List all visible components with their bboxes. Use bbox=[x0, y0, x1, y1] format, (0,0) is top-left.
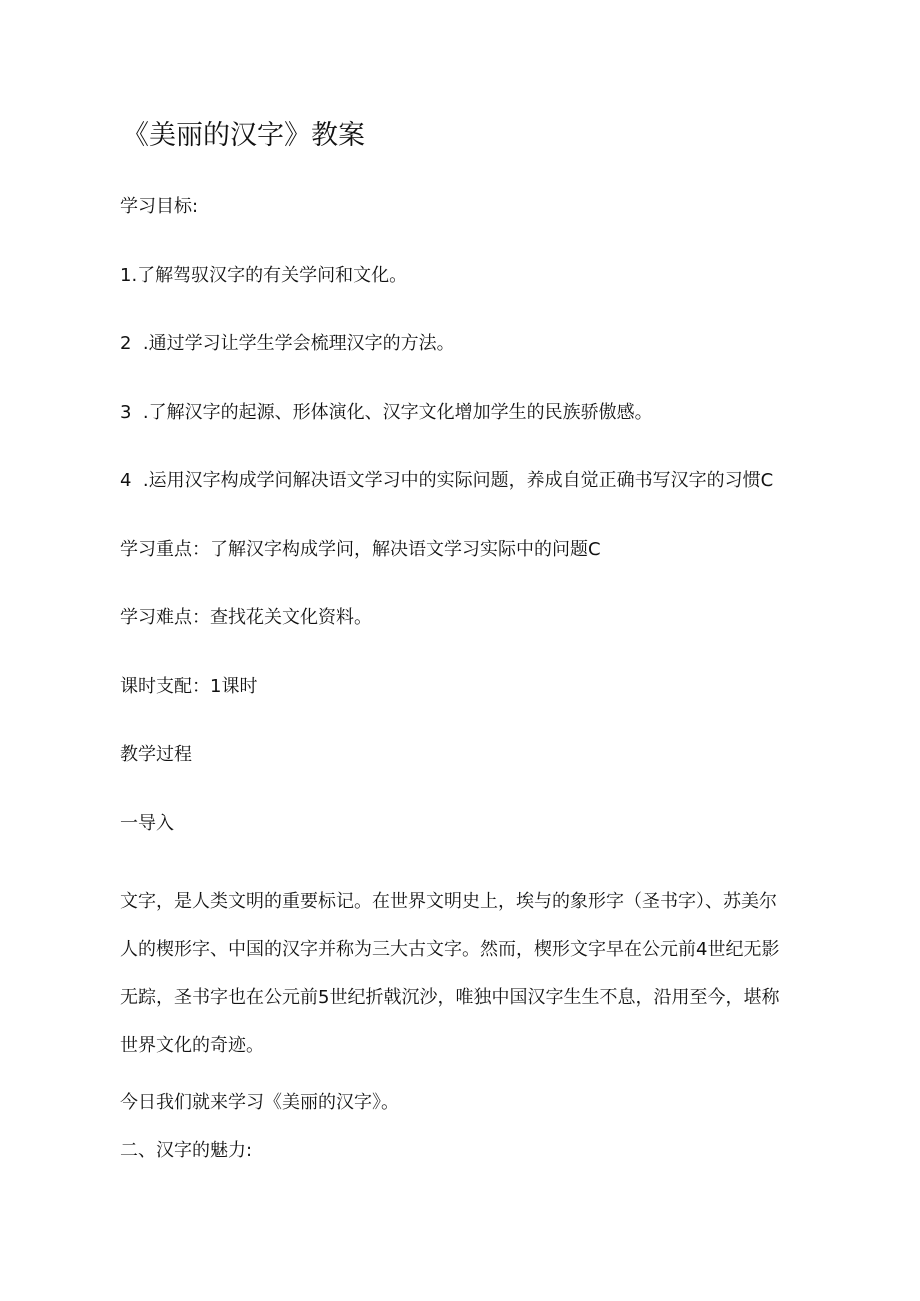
document-title: 《美丽的汉字》教案 bbox=[122, 120, 365, 151]
time-allocation: 课时支配：1课时 bbox=[120, 676, 258, 697]
today-line: 今日我们就来学习《美丽的汉字》。 bbox=[120, 1092, 399, 1113]
process-heading: 教学过程 bbox=[120, 744, 192, 765]
intro-line-2: 人的楔形字、中国的汉字并称为三大古文字。然而，楔形文字早在公元前4世纪无影 bbox=[120, 939, 780, 960]
intro-line-3: 无踪，圣书字也在公元前5世纪折戟沉沙，唯独中国汉字生生不息，沿用至今，堪称 bbox=[120, 987, 780, 1008]
section-1-heading: 一导入 bbox=[120, 813, 174, 834]
section-2-heading: 二、汉字的魅力: bbox=[120, 1140, 253, 1161]
goal-item-4: 4 .运用汉字构成学问解决语文学习中的实际问题，养成自觉正确书写汉字的习惯C bbox=[120, 470, 774, 491]
goal-item-2: 2 .通过学习让学生学会梳理汉字的方法。 bbox=[120, 333, 455, 354]
key-point: 学习重点：了解汉字构成学问，解决语文学习实际中的问题C bbox=[120, 539, 601, 560]
goal-item-3: 3 .了解汉字的起源、形体演化、汉字文化增加学生的民族骄傲感。 bbox=[120, 402, 653, 423]
difficulty: 学习难点：查找花关文化资料。 bbox=[120, 607, 372, 628]
goal-item-1: 1.了解驾驭汉字的有关学问和文化。 bbox=[120, 265, 408, 286]
learning-goals-heading: 学习目标: bbox=[120, 196, 199, 217]
intro-paragraph bbox=[120, 878, 810, 1070]
intro-line-1: 文字，是人类文明的重要标记。在世界文明史上，埃与的象形字（圣书字）、苏美尔 bbox=[120, 891, 777, 912]
intro-line-4: 世界文化的奇迹。 bbox=[120, 1035, 264, 1056]
